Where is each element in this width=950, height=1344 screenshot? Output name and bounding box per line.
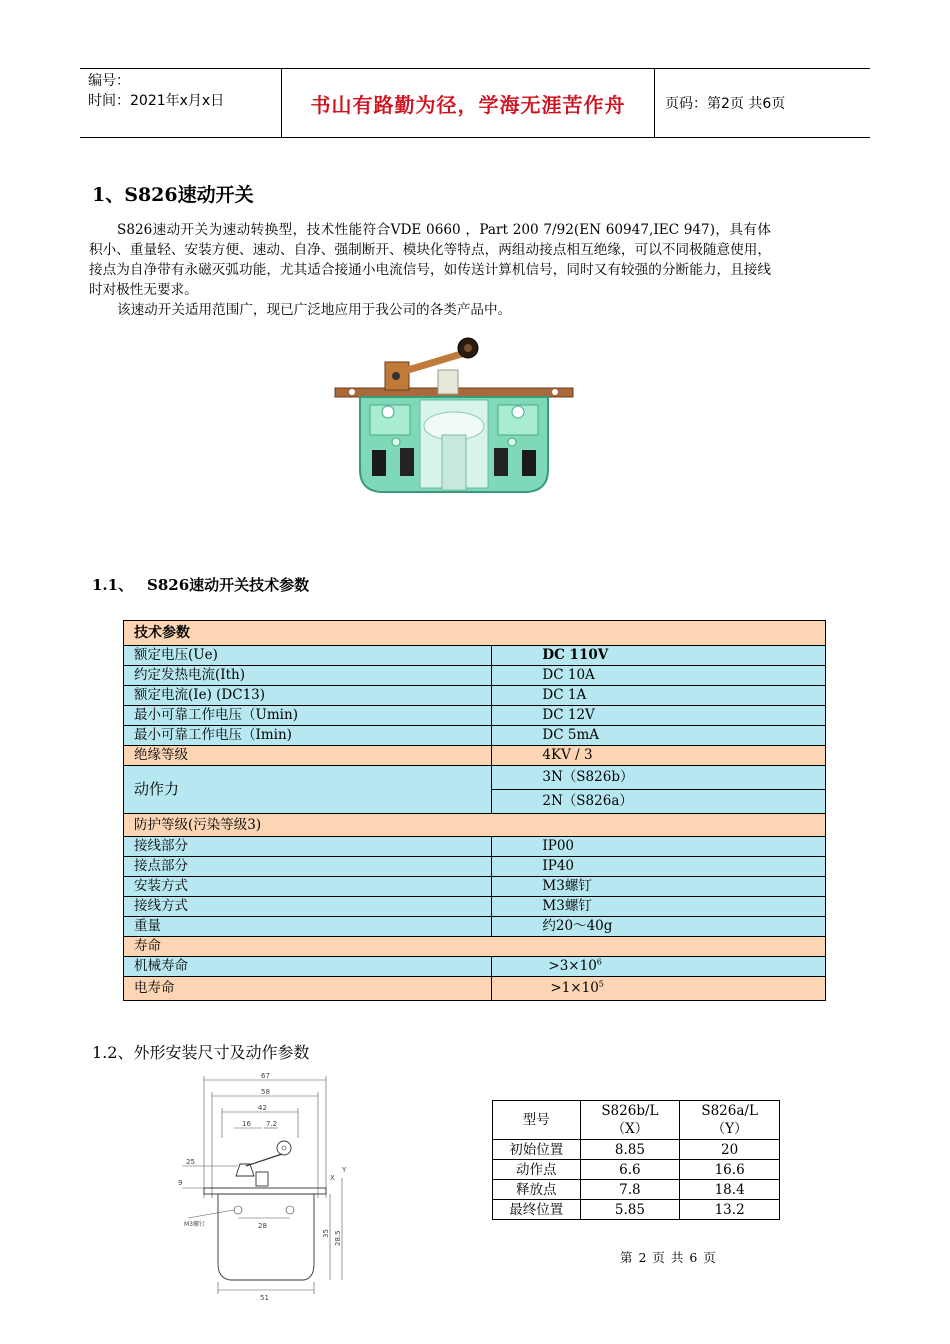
param-value: M3螺钉 <box>492 877 826 897</box>
dim-label: 28.5 <box>334 1230 342 1246</box>
param-label: 最小可靠工作电压（Umin) <box>124 706 492 726</box>
table-row <box>124 897 826 917</box>
col-header-line: （Y） <box>711 1121 748 1137</box>
table-row <box>124 746 826 766</box>
value-base: >3×10 <box>548 958 597 974</box>
subsection-number: 1.1、 <box>92 576 134 594</box>
table-row <box>493 1140 780 1160</box>
param-label: 额定电流(Ie) (DC13) <box>124 686 492 706</box>
dimension-drawing <box>178 1068 358 1308</box>
param-label: 重量 <box>124 917 492 937</box>
section-title: 1、S826速动开关 <box>92 184 254 206</box>
param-label: 接点部分 <box>124 857 492 877</box>
param-value: IP40 <box>492 857 826 877</box>
param-label: 接线方式 <box>124 897 492 917</box>
param-label: 约定发热电流(Ith) <box>124 666 492 686</box>
code-label: 编号： <box>88 73 130 89</box>
row-x: 5.85 <box>580 1200 680 1220</box>
table-row <box>493 1180 780 1200</box>
dim-label: 35 <box>322 1229 330 1238</box>
table-row <box>124 937 826 957</box>
row-name: 初始位置 <box>493 1140 581 1160</box>
col-header <box>580 1101 680 1140</box>
header-page: 页码：第2页 共6页 <box>665 96 786 112</box>
value-exponent: 5 <box>598 979 604 989</box>
row-name: 释放点 <box>493 1180 581 1200</box>
row-x: 6.6 <box>580 1160 680 1180</box>
param-value: 4KV / 3 <box>492 746 826 766</box>
param-value: DC 1A <box>492 686 826 706</box>
value-exponent: 6 <box>596 957 602 967</box>
param-group-header: 防护等级(污染等级3) <box>124 814 826 837</box>
param-label: 动作力 <box>124 766 492 814</box>
dim-label: 25 <box>186 1158 195 1166</box>
dim-label: 67 <box>261 1072 270 1080</box>
param-label: 最小可靠工作电压（Imin) <box>124 726 492 746</box>
param-value <box>492 957 826 977</box>
dim-label: 16 <box>242 1120 251 1128</box>
param-value: IP00 <box>492 837 826 857</box>
param-value: DC 12V <box>492 706 826 726</box>
page-header <box>80 68 870 138</box>
table-header-row <box>124 621 826 646</box>
table-row <box>124 857 826 877</box>
row-y: 20 <box>680 1140 780 1160</box>
param-value <box>492 977 826 1001</box>
table-row <box>124 814 826 837</box>
dim-label: 42 <box>258 1104 267 1112</box>
dim-label: 7.2 <box>266 1120 278 1128</box>
table-row <box>124 646 826 666</box>
usage-paragraph: 该速动开关适用范围广，现已广泛地应用于我公司的各类产品中。 <box>117 302 512 318</box>
row-name: 动作点 <box>493 1160 581 1180</box>
param-value: 3N（S826b） <box>492 766 826 790</box>
param-group-header: 寿命 <box>124 937 826 957</box>
dim-label: 58 <box>261 1088 270 1096</box>
table-row <box>124 977 826 1001</box>
table-row <box>493 1160 780 1180</box>
param-value: M3螺钉 <box>492 897 826 917</box>
page-footer: 第 2 页 共 6 页 <box>620 1250 717 1265</box>
param-label: 电寿命 <box>124 977 492 1001</box>
table-row <box>124 766 826 790</box>
time-label: 时间：2021年x月x日 <box>88 93 225 109</box>
param-label: 安装方式 <box>124 877 492 897</box>
subsection-title-1-2: 1.2、外形安装尺寸及动作参数 <box>92 1043 310 1062</box>
params-header: 技术参数 <box>124 621 826 646</box>
param-value: 约20～40g <box>492 917 826 937</box>
table-row <box>124 957 826 977</box>
table-row <box>493 1200 780 1220</box>
dim-label: 9 <box>178 1179 183 1187</box>
param-value: DC 5mA <box>492 726 826 746</box>
header-motto: 书山有路勤为径，学海无涯苦作舟 <box>282 69 655 137</box>
table-row <box>124 877 826 897</box>
tech-params-table <box>123 620 826 1001</box>
table-row <box>124 666 826 686</box>
param-value: DC 110V <box>492 646 826 666</box>
table-row <box>124 917 826 937</box>
dim-label: 51 <box>260 1294 269 1302</box>
table-row <box>124 726 826 746</box>
param-label: 接线部分 <box>124 837 492 857</box>
table-row <box>124 837 826 857</box>
param-label: 绝缘等级 <box>124 746 492 766</box>
col-header: 型号 <box>493 1101 581 1140</box>
dim-label: X <box>330 1174 335 1182</box>
row-x: 7.8 <box>580 1180 680 1200</box>
row-name: 最终位置 <box>493 1200 581 1220</box>
table-header-row <box>493 1101 780 1140</box>
subsection-title-1-1 <box>92 574 309 595</box>
intro-paragraph: S826速动开关为速动转换型，技术性能符合VDE 0660 ，Part 200 7/92(EN 60947,IEC 947)，具有体积小、重量轻、安装方便、速动、自净、强制断开、模块化等特点，两组动接点相互绝缘，可以不同极随意使用，接点为自净带有永磁灭弧功能，尤其适合接通小电流信号，如传送计算机信号，同时又有较强的分断能力，且接线时对极性无要求。 <box>89 222 771 298</box>
switch-photo <box>330 330 578 505</box>
header-meta <box>80 69 282 137</box>
row-x: 8.85 <box>580 1140 680 1160</box>
col-header-line: S826a/L <box>701 1103 758 1119</box>
dim-label: Y <box>342 1166 347 1174</box>
col-header-line: （X） <box>611 1121 649 1137</box>
param-label: 额定电压(Ue) <box>124 646 492 666</box>
row-y: 18.4 <box>680 1180 780 1200</box>
col-header <box>680 1101 780 1140</box>
subsection-label: S826速动开关技术参数 <box>147 576 310 594</box>
position-table <box>492 1100 780 1220</box>
dim-label: M3螺钉 <box>184 1221 205 1228</box>
row-y: 16.6 <box>680 1160 780 1180</box>
value-base: >1×10 <box>550 980 599 996</box>
param-label: 机械寿命 <box>124 957 492 977</box>
param-value: 2N（S826a） <box>492 790 826 814</box>
col-header-line: S826b/L <box>601 1103 659 1119</box>
row-y: 13.2 <box>680 1200 780 1220</box>
table-row <box>124 706 826 726</box>
param-value: DC 10A <box>492 666 826 686</box>
table-row <box>124 686 826 706</box>
dim-label: 28 <box>258 1222 267 1230</box>
